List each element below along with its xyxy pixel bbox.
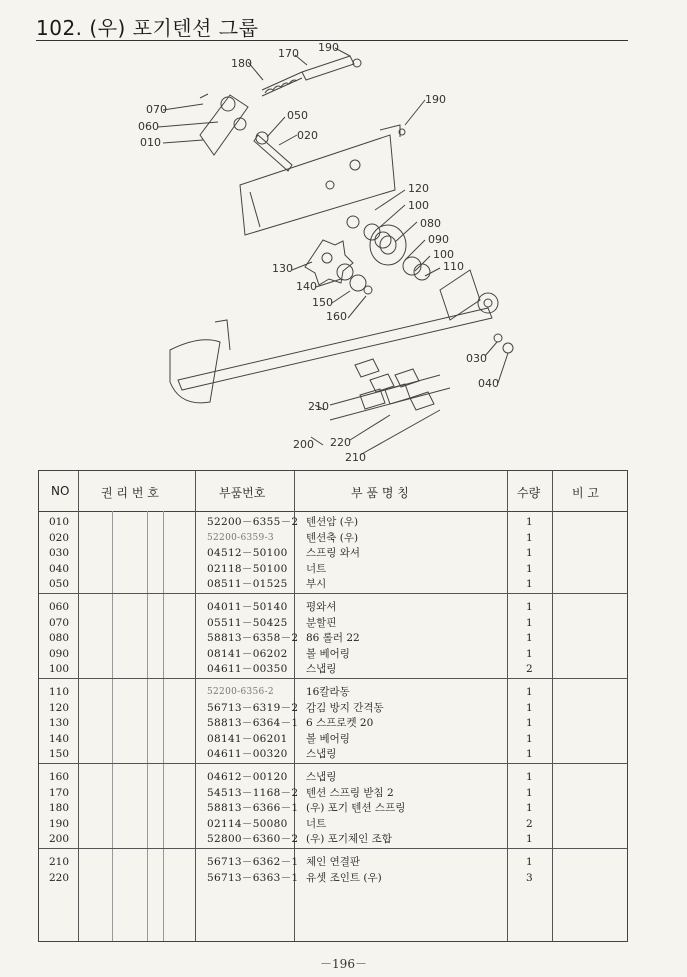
table-row	[39, 817, 627, 832]
table-row	[39, 685, 627, 700]
row-part-number: 58813－6358－2	[207, 632, 299, 644]
diagram-label: 040	[478, 377, 499, 390]
row-part-name: 6 스프로켓 20	[306, 717, 374, 729]
diagram-label: 210	[345, 451, 366, 464]
table-row	[39, 577, 627, 592]
row-part-name: 볼 베어링	[306, 647, 350, 660]
parts-table	[38, 470, 628, 942]
diagram-label: 190	[318, 41, 339, 54]
diagram-label: 120	[408, 182, 429, 195]
row-no: 020	[49, 531, 70, 544]
row-no: 050	[49, 578, 70, 590]
diagram-label: 070	[146, 103, 167, 116]
table-row	[39, 515, 627, 530]
row-quantity: 1	[526, 748, 533, 760]
diagram-label: 080	[420, 217, 441, 230]
table-row	[39, 732, 627, 747]
diagram-label: 180	[231, 57, 252, 70]
diagram-label: 220	[330, 436, 351, 449]
row-quantity: 1	[526, 717, 533, 729]
row-part-number: 04611－00320	[207, 748, 288, 760]
page-title: 102. (우) 포기텐션 그룹	[36, 16, 259, 40]
row-no: 030	[49, 547, 70, 559]
row-part-number: 04011－50140	[207, 601, 288, 613]
diagram-label: 170	[278, 47, 299, 60]
table-row	[39, 832, 627, 847]
row-part-number: 04512－50100	[207, 547, 288, 559]
row-part-number: 08141－06201	[207, 732, 288, 745]
row-part-number: 58813－6364－1	[207, 717, 299, 729]
row-part-number: 02114－50080	[207, 817, 288, 830]
row-part-number: 05511－50425	[207, 616, 288, 629]
row-quantity: 2	[526, 663, 533, 675]
table-row	[39, 531, 627, 546]
row-quantity: 1	[526, 632, 533, 644]
col-header-qty: 수량	[517, 486, 541, 500]
diagram-label: 210	[308, 400, 329, 413]
table-row	[39, 855, 627, 870]
diagram-label: 130	[272, 262, 293, 275]
row-part-number: 52200-6359-3	[207, 532, 274, 543]
table-row	[39, 631, 627, 646]
row-part-name: 스냅링	[306, 663, 337, 675]
row-part-name: 너트	[306, 817, 327, 830]
diagram-label: 150	[312, 296, 333, 309]
table-row	[39, 662, 627, 677]
row-part-number: 02118－50100	[207, 562, 288, 575]
exploded-parts-diagram	[0, 0, 687, 470]
diagram-label: 160	[326, 310, 347, 323]
row-quantity: 1	[526, 547, 533, 559]
row-no: 100	[49, 663, 70, 675]
table-row	[39, 600, 627, 615]
table-row	[39, 546, 627, 561]
row-part-number: 52200－6355－2	[207, 516, 299, 528]
row-part-name: 분할핀	[306, 616, 337, 629]
table-row	[39, 562, 627, 577]
row-part-number: 08511－01525	[207, 578, 288, 590]
row-part-name: 16칼라동	[306, 686, 350, 698]
row-no: 140	[49, 732, 70, 745]
row-part-number: 52800－6360－2	[207, 833, 299, 845]
row-quantity: 1	[526, 732, 533, 745]
row-quantity: 1	[526, 701, 533, 714]
col-header-no: NO	[51, 484, 70, 498]
row-no: 130	[49, 717, 70, 729]
row-quantity: 1	[526, 786, 533, 799]
row-part-name: (우) 포기 텐션 스프링	[306, 802, 406, 814]
diagram-label: 190	[425, 93, 446, 106]
row-no: 060	[49, 601, 70, 613]
row-quantity: 1	[526, 771, 533, 783]
row-part-name: 텐션 스프링 받침 2	[306, 786, 394, 799]
table-row	[39, 770, 627, 785]
diagram-label: 010	[140, 136, 161, 149]
row-part-name: 체인 연결판	[306, 856, 361, 868]
row-quantity: 3	[526, 871, 533, 884]
table-row	[39, 871, 627, 886]
row-no: 120	[49, 701, 70, 714]
table-row	[39, 801, 627, 816]
col-header-rights: 권 리 번 호	[101, 486, 159, 500]
row-quantity: 1	[526, 616, 533, 629]
row-quantity: 1	[526, 578, 533, 590]
row-no: 160	[49, 771, 70, 783]
row-no: 200	[49, 833, 70, 845]
row-part-number: 52200-6356-2	[207, 687, 274, 697]
diagram-label: 110	[443, 260, 464, 273]
row-part-number: 56713－6362－1	[207, 856, 299, 868]
table-row	[39, 701, 627, 716]
row-no: 180	[49, 802, 70, 814]
row-part-number: 08141－06202	[207, 647, 288, 660]
row-quantity: 1	[526, 531, 533, 544]
row-part-name: 감김 방지 간격동	[306, 701, 384, 714]
diagram-label: 050	[287, 109, 308, 122]
row-quantity: 1	[526, 647, 533, 660]
row-quantity: 1	[526, 833, 533, 845]
row-no: 150	[49, 748, 70, 760]
row-quantity: 2	[526, 817, 533, 830]
row-quantity: 1	[526, 601, 533, 613]
row-no: 040	[49, 562, 70, 575]
diagram-label: 100	[408, 199, 429, 212]
group-divider	[39, 678, 627, 679]
diagram-label: 100	[433, 248, 454, 261]
row-quantity: 1	[526, 686, 533, 698]
diagram-label: 200	[293, 438, 314, 451]
row-part-name: 볼 베어링	[306, 732, 350, 745]
table-header	[39, 471, 627, 512]
table-row	[39, 716, 627, 731]
row-part-name: 텐션축 (우)	[306, 531, 359, 544]
col-header-part-no: 부품번호	[219, 486, 266, 500]
row-part-name: 너트	[306, 562, 327, 575]
row-no: 170	[49, 786, 70, 799]
row-no: 110	[49, 686, 70, 698]
group-divider	[39, 593, 627, 594]
row-part-name: 스프링 와셔	[306, 547, 361, 559]
table-row	[39, 647, 627, 662]
diagram-callouts	[138, 41, 499, 464]
row-part-number: 56713－6319－2	[207, 701, 299, 714]
row-no: 090	[49, 647, 70, 660]
row-part-number: 56713－6363－1	[207, 871, 299, 884]
col-header-name: 부 품 명 칭	[351, 486, 409, 500]
row-no: 190	[49, 817, 70, 830]
row-quantity: 1	[526, 516, 533, 528]
row-no: 070	[49, 616, 70, 629]
col-header-note: 비 고	[572, 486, 599, 500]
row-quantity: 1	[526, 562, 533, 575]
row-quantity: 1	[526, 856, 533, 868]
row-part-name: 평와셔	[306, 601, 337, 613]
row-no: 080	[49, 632, 70, 644]
diagram-label: 140	[296, 280, 317, 293]
group-divider	[39, 763, 627, 764]
row-part-name: 86 롤러 22	[306, 632, 360, 644]
row-part-number: 04612－00120	[207, 771, 288, 783]
row-part-name: 스냅링	[306, 771, 337, 783]
row-part-name: 텐션암 (우)	[306, 516, 359, 528]
diagram-label: 030	[466, 352, 487, 365]
row-part-name: 스냅링	[306, 748, 337, 760]
row-no: 210	[49, 856, 70, 868]
row-part-number: 54513－1168－2	[207, 786, 299, 799]
row-part-name: (우) 포기체인 조합	[306, 833, 392, 845]
row-part-number: 58813－6366－1	[207, 802, 299, 814]
diagram-label: 060	[138, 120, 159, 133]
table-row	[39, 786, 627, 801]
diagram-label: 090	[428, 233, 449, 246]
diagram-label: 020	[297, 129, 318, 142]
row-quantity: 1	[526, 802, 533, 814]
table-row	[39, 616, 627, 631]
row-no: 220	[49, 871, 70, 884]
row-part-name: 부시	[306, 578, 327, 590]
row-part-name: 유셋 조인트 (우)	[306, 871, 382, 884]
row-no: 010	[49, 516, 70, 528]
page-number: －196－	[320, 957, 367, 971]
table-row	[39, 747, 627, 762]
group-divider	[39, 848, 627, 849]
row-part-number: 04611－00350	[207, 663, 288, 675]
